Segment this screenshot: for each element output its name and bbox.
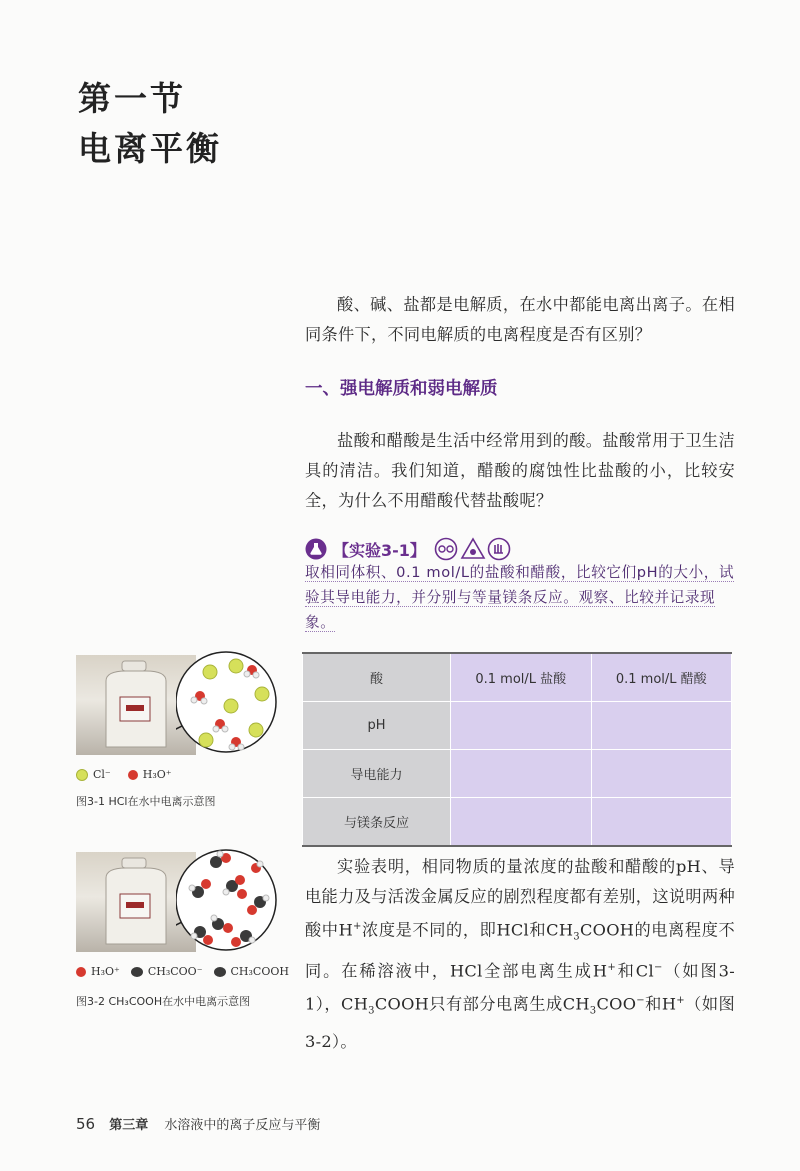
paragraph-2 (305, 852, 735, 1057)
table-row-label: 导电能力 (303, 750, 451, 798)
paragraph-1 (305, 426, 735, 516)
section-heading: 一、强电解质和弱电解质 (305, 379, 498, 399)
section-number: 第一节 (78, 79, 186, 118)
figure-2-legend (76, 965, 289, 978)
safety-icons (434, 537, 512, 561)
page-number: 56 (76, 1115, 96, 1133)
table-cell (591, 702, 732, 750)
acetic-acid-icon (214, 967, 226, 977)
table-row (303, 702, 732, 750)
table-cell (451, 798, 592, 847)
experiment-header (305, 536, 512, 562)
legend-hydronium: H₃O⁺ (91, 965, 120, 978)
table-cell (451, 750, 592, 798)
chapter-title: 水溶液中的离子反应与平衡 (164, 1118, 321, 1133)
table-header-acetic: 0.1 mol/L 醋酸 (591, 653, 732, 702)
table-header-hcl: 0.1 mol/L 盐酸 (451, 653, 592, 702)
experiment-text: 取相同体积、0.1 mol/L的盐酸和醋酸，比较它们pH的大小，试验其导电能力，并分别与等量镁条反应。观察、比较并记录现象。 (305, 564, 735, 631)
experiment-instructions (305, 560, 735, 635)
legend-chloride: Cl⁻ (93, 768, 111, 781)
table-header-acid: 酸 (303, 653, 451, 702)
figure-1-legend (76, 768, 172, 781)
hydronium-icon (128, 770, 138, 780)
hcl-ionization-diagram (176, 642, 286, 762)
flask-icon (305, 538, 327, 560)
page-title: 电离平衡 (78, 129, 222, 168)
table-cell (451, 702, 592, 750)
table-header-row (303, 653, 732, 702)
table-row (303, 798, 732, 847)
page-footer (76, 1114, 320, 1133)
paragraph-2-text: 实验表明，相同物质的量浓度的盐酸和醋酸的pH、导电能力及与活泼金属反应的剧烈程度都有差别，这说明两种酸中H+浓度是不同的，即HCl和$CH_3COOH$的电离程度不同。在稀溶液中，HCl全部电离生成H+和Cl−（如图3-1），$CH_3COOH$只有部分电离生成$CH_3COO^-$和H+（如图3-2）。 (305, 857, 736, 1051)
chapter-label: 第三章 (109, 1118, 149, 1133)
figure-1-caption: 图3-1 HCl在水中电离示意图 (76, 795, 216, 808)
paragraph-1-text: 盐酸和醋酸是生活中经常用到的酸。盐酸常用于卫生洁具的清洁。我们知道，醋酸的腐蚀性比盐酸的小，比较安全，为什么不用醋酸代替盐酸呢？ (305, 431, 735, 510)
acetic-ionization-diagram (176, 840, 286, 960)
table-row (303, 750, 732, 798)
intro-paragraph (305, 290, 735, 350)
legend-acetic-acid: CH₃COOH (230, 965, 289, 978)
legend-hydronium: H₃O⁺ (142, 768, 172, 781)
legend-acetate: CH₃COO⁻ (147, 965, 203, 978)
table-row-label: pH (303, 702, 451, 750)
experiment-label: 【实验3-1】 (333, 540, 426, 560)
acetate-icon (131, 967, 143, 977)
corrosive-warning-icon (462, 539, 484, 558)
chloride-ion-icon (76, 769, 88, 781)
table-cell (591, 798, 732, 847)
hydronium-icon (76, 967, 86, 977)
goggles-icon (435, 539, 456, 560)
table-cell (591, 750, 732, 798)
hand-wash-icon (488, 539, 509, 560)
table-row-label: 与镁条反应 (303, 798, 451, 847)
intro-text: 酸、碱、盐都是电解质，在水中都能电离出离子。在相同条件下，不同电解质的电离程度是否有区别？ (305, 295, 735, 344)
comparison-table (302, 652, 732, 847)
figure-2-caption: 图3-2 CH₃COOH在水中电离示意图 (76, 995, 251, 1008)
